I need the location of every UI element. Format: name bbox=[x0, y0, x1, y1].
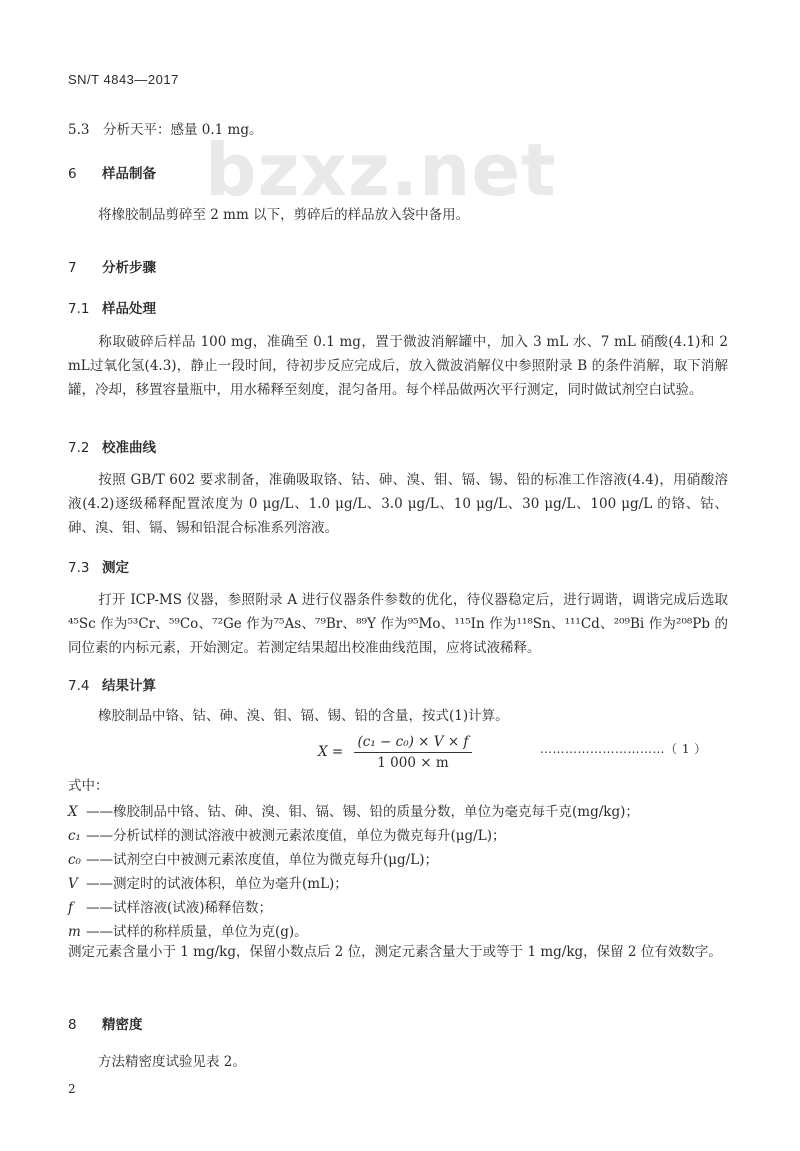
section-8-paragraph bbox=[68, 1050, 728, 1074]
section-number: 7.3 bbox=[68, 560, 90, 576]
section-number: 8 bbox=[68, 1017, 77, 1033]
variable-definition bbox=[68, 896, 272, 916]
section-7-2-heading bbox=[68, 436, 156, 456]
formula-numerator: (c₁ − c₀) × V × f bbox=[354, 734, 473, 753]
section-7-4-heading bbox=[68, 674, 156, 694]
variable-symbol: m bbox=[68, 924, 81, 940]
section-title: 校准曲线 bbox=[102, 440, 156, 456]
paragraph-text: 橡胶制品中铬、钴、砷、溴、钼、镉、锡、铅的含量，按式(1)计算。 bbox=[98, 708, 509, 724]
variable-description: ——试剂空白中被测元素浓度值，单位为微克每升(μg/L)； bbox=[86, 852, 438, 868]
watermark: bzxz.net bbox=[205, 128, 557, 212]
paragraph-text: 称取破碎后样品 100 mg，准确至 0.1 mg，置于微波消解罐中，加入 3 mL 水、7 mL 硝酸(4.1)和 2 mL过氧化氢(4.3)，静止一段时间，待初步反应完成后，放入微波消解仪中参照附录 B 的条件消解，取下消解罐，冷却，移置容量瓶中，用水稀释至刻度，混匀备用。每个样品做两次平行测定，同时做试剂空白试验。 bbox=[68, 334, 728, 398]
section-6-paragraph bbox=[68, 203, 728, 227]
variable-symbol: f bbox=[68, 900, 73, 916]
section-title: 样品处理 bbox=[102, 301, 156, 317]
where-label: 式中： bbox=[68, 778, 109, 794]
variable-definition bbox=[68, 824, 505, 844]
section-title: 测定 bbox=[102, 560, 129, 576]
section-7-heading bbox=[68, 256, 156, 276]
section-title: 结果计算 bbox=[102, 678, 156, 694]
paragraph-text: 按照 GB/T 602 要求制备，准确吸取铬、钴、砷、溴、钼、镉、锡、铅的标准工作溶液(4.4)，用硝酸溶液(4.2)逐级稀释配置浓度为 0 μg/L、1.0 μg/L、3.0 μg/L、10 μg/L、30 μg/L、100 μg/L 的铬、钴、砷、溴、钼、镉、锡和铅混合标准系列溶液。 bbox=[68, 472, 728, 536]
section-8-heading bbox=[68, 1013, 143, 1033]
formula-fraction bbox=[354, 734, 473, 771]
page-number: 2 bbox=[68, 1082, 76, 1096]
formula-1 bbox=[318, 734, 472, 771]
section-number: 7 bbox=[68, 260, 77, 276]
variable-definition bbox=[68, 872, 348, 892]
section-7-1-paragraph bbox=[68, 330, 728, 402]
section-6-heading bbox=[68, 162, 156, 182]
paragraph-text: 打开 ICP-MS 仪器，参照附录 A 进行仪器条件参数的优化，待仪器稳定后，进行调谐，调谐完成后选取⁴⁵Sc 作为⁵³Cr、⁵⁹Co、⁷²Ge 作为⁷⁵As、⁷⁹Br、⁸⁹Y 作为⁹⁵Mo、¹¹⁵In 作为¹¹⁸Sn、¹¹¹Cd、²⁰⁹Bi 作为²⁰⁸Pb 的同位素的内标元素，开始测定。若测定结果超出校准曲线范围，应将试液稀释。 bbox=[68, 592, 728, 656]
formula-denominator: 1 000 × m bbox=[377, 755, 449, 771]
section-7-2-paragraph bbox=[68, 468, 728, 540]
variable-description: ——试样溶液(试液)稀释倍数； bbox=[86, 900, 273, 916]
variable-description: ——分析试样的测试溶液中被测元素浓度值，单位为微克每升(μg/L)； bbox=[86, 828, 506, 844]
section-number: 6 bbox=[68, 166, 77, 182]
variable-symbol: c₁ bbox=[68, 828, 81, 844]
section-number: 7.2 bbox=[68, 440, 90, 456]
variable-definition bbox=[68, 920, 308, 940]
variable-symbol: c₀ bbox=[68, 852, 81, 868]
variable-description: ——橡胶制品中铬、钴、砷、溴、钼、镉、锡、铅的质量分数，单位为毫克每千克(mg/kg)； bbox=[86, 804, 639, 820]
section-7-3-heading bbox=[68, 556, 129, 576]
section-title: 精密度 bbox=[102, 1017, 143, 1033]
clause-5-3: 5.3 分析天平：感量 0.1 mg。 bbox=[68, 122, 263, 138]
section-number: 7.4 bbox=[68, 678, 90, 694]
section-7-3-paragraph bbox=[68, 588, 728, 660]
section-7-1-heading bbox=[68, 297, 156, 317]
variable-definition bbox=[68, 800, 639, 820]
variable-description: ——测定时的试液体积，单位为毫升(mL)； bbox=[86, 876, 348, 892]
section-title: 样品制备 bbox=[102, 166, 156, 182]
variable-definition bbox=[68, 848, 438, 868]
paragraph-text: 方法精密度试验见表 2。 bbox=[98, 1054, 246, 1070]
rounding-rule-paragraph: 测定元素含量小于 1 mg/kg，保留小数点后 2 位，测定元素含量大于或等于 1 mg/kg，保留 2 位有效数字。 bbox=[68, 944, 722, 960]
section-number: 7.1 bbox=[68, 301, 90, 317]
formula-reference: …………………………（ 1 ） bbox=[540, 742, 707, 756]
section-7-4-paragraph bbox=[68, 704, 728, 728]
section-title: 分析步骤 bbox=[102, 260, 156, 276]
standard-number-header: SN/T 4843—2017 bbox=[68, 72, 179, 87]
variable-symbol: X bbox=[68, 804, 78, 820]
variable-description: ——试样的称样质量，单位为克(g)。 bbox=[86, 924, 308, 940]
paragraph-text: 将橡胶制品剪碎至 2 mm 以下，剪碎后的样品放入袋中备用。 bbox=[98, 207, 470, 223]
formula-lhs: X = bbox=[318, 744, 344, 760]
variable-symbol: V bbox=[68, 876, 78, 892]
